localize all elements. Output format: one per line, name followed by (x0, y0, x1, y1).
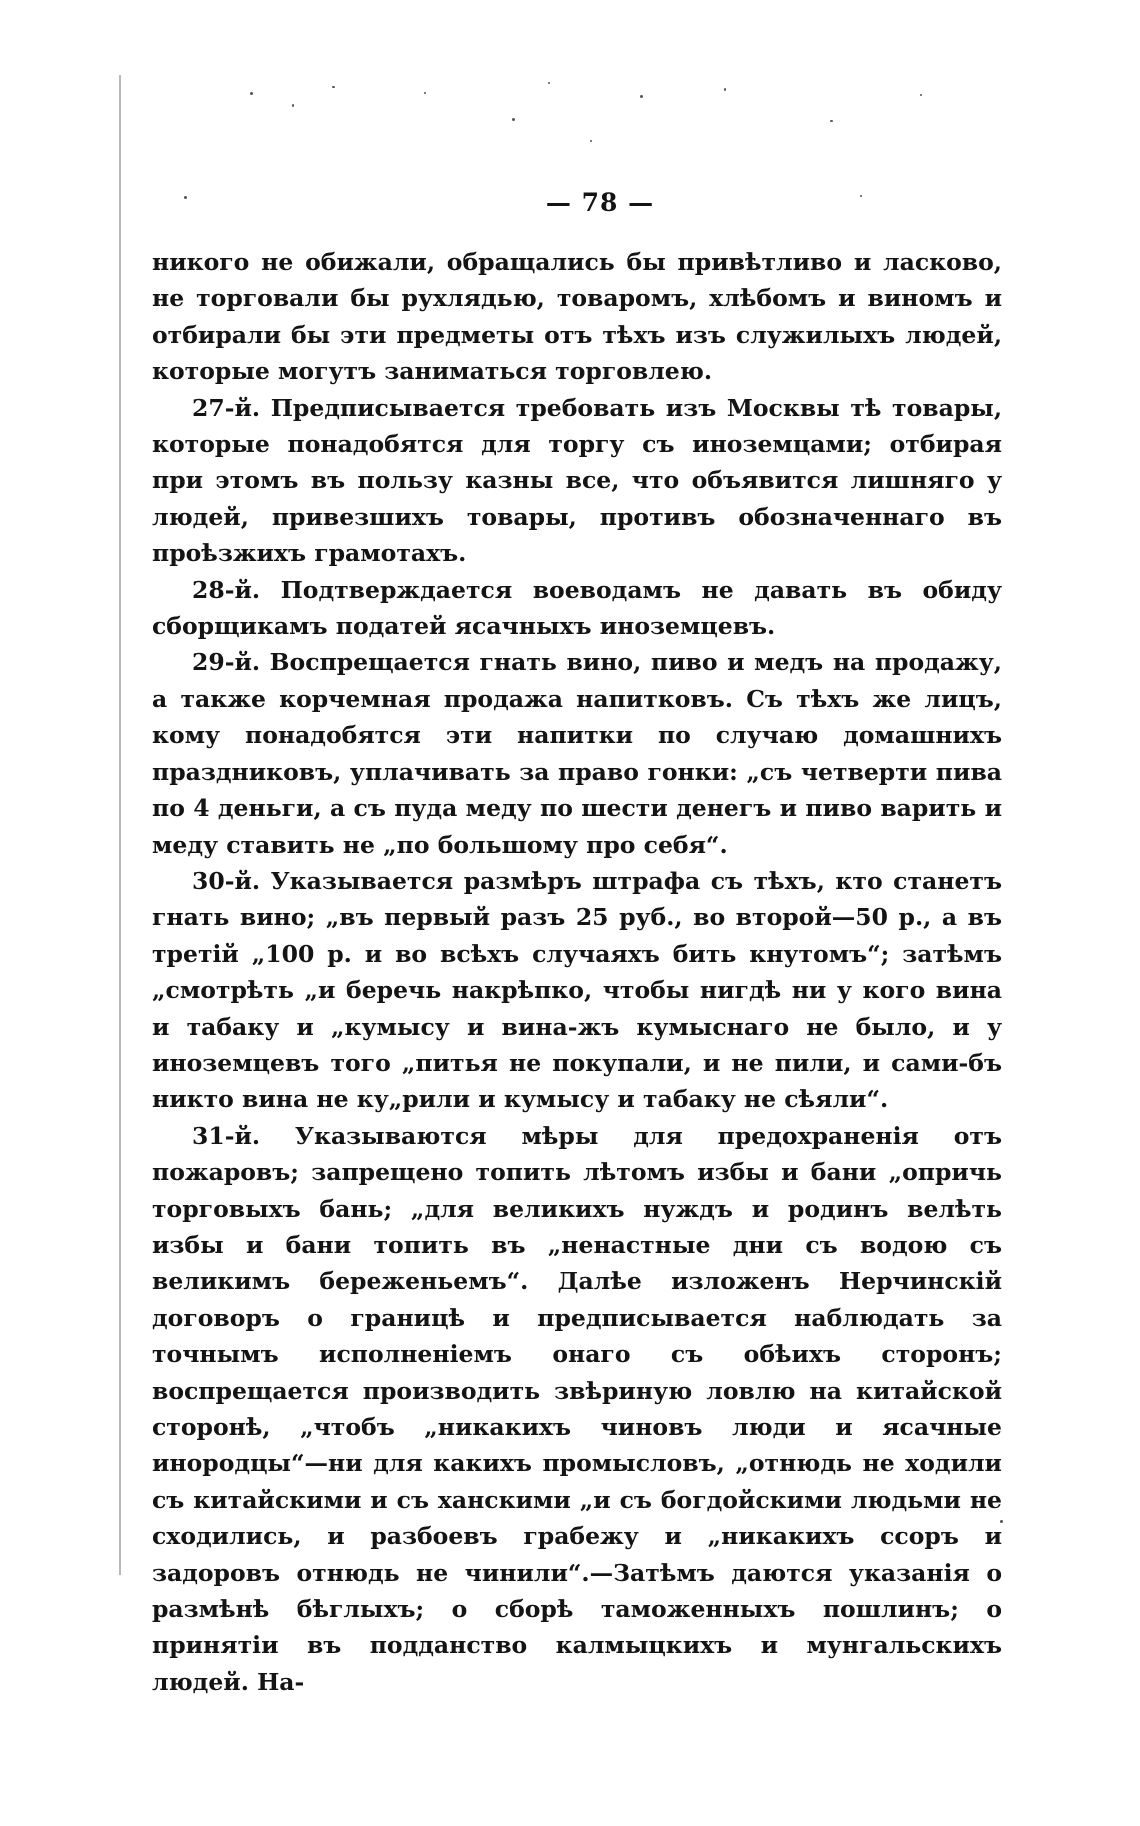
scan-speck (830, 120, 833, 122)
scan-speck (590, 140, 592, 142)
scan-speck (920, 94, 922, 96)
paragraph-article-31: 31-й. Указываются мѣры для предохраненія отъ пожаровъ; запрещено топить лѣтомъ избы и бани „опричь торговыхъ бань; „для великихъ нуждъ и родинъ велѣть избы и бани топить въ „ненастные дни съ водою съ великимъ береженьемъ“. Далѣе изложенъ Нерчинскій договоръ о границѣ и предписывается наблюдать за точнымъ исполненіемъ онаго съ обѣихъ сторонъ; воспрещается производить звѣриную ловлю на китайской сторонѣ, „чтобъ „никакихъ чиновъ люди и ясачные инородцы“—ни для какихъ промысловъ, „отнюдь не ходили съ китайскими и съ ханскими „и съ богдойскими людьми не сходились, и разбоевъ грабежу и „никакихъ ссоръ и задоровъ отнюдь не чинили“.—Затѣмъ даются указанія о размѣнѣ бѣглыхъ; о сборѣ таможенныхъ пошлинъ; о принятіи въ подданство калмыцкихъ и мунгальскихъ людей. На- (152, 1121, 1002, 1696)
page-number: — 78 — (545, 188, 655, 217)
paragraph-continuation: никого не обижали, обращались бы привѣтливо и ласково, не торговали бы рухлядью, товаромъ, хлѣбомъ и виномъ и отбирали бы эти предметы отъ тѣхъ изъ служилыхъ людей, которые могутъ заниматься торговлею. (152, 248, 1002, 386)
scan-speck (250, 92, 253, 95)
paragraph-article-30: 30-й. Указывается размѣръ штрафа съ тѣхъ, кто станетъ гнать вино; „въ первый разъ 25 руб., во второй—50 р., а въ третій „100 р. и во всѣхъ случаяхъ бить кнутомъ“; затѣмъ „смотрѣть „и беречь накрѣпко, чтобы нигдѣ ни у кого вина и табаку и „кумысу и вина-жъ кумыснаго не было, и у иноземцевъ того „питья не покупали, и не пили, и сами-бъ никто вина не ку„рили и кумысу и табаку не сѣяли“. (152, 866, 1002, 1114)
paragraph-article-29: 29-й. Воспрещается гнать вино, пиво и медъ на продажу, а также корчемная продажа напитковъ. Съ тѣхъ же лицъ, кому понадобятся эти напитки по случаю домашнихъ праздниковъ, уплачивать за право гонки: „съ четверти пива по 4 деньги, а съ пуда меду по шести денегъ и пиво варить и меду ставить не „по большому про себя“. (152, 648, 1002, 859)
page-margin-line (119, 75, 121, 1575)
body-text (152, 244, 1002, 1700)
scan-speck (424, 92, 426, 94)
scan-speck (724, 88, 726, 91)
scan-speck (512, 118, 515, 121)
paragraph-article-28: 28-й. Подтверждается воеводамъ не давать въ обиду сборщикамъ податей ясачныхъ иноземцевъ. (152, 575, 1002, 641)
scan-speck (640, 95, 643, 98)
scan-speck (548, 82, 550, 84)
scan-speck (292, 104, 294, 107)
paragraph-article-27: 27-й. Предписывается требовать изъ Москвы тѣ товары, которые понадобятся для торгу съ иноземцами; отбирая при этомъ въ пользу казны все, что объявится лишняго у людей, привезшихъ товары, противъ обозначеннаго въ проѣзжихъ грамотахъ. (152, 393, 1002, 568)
scan-speck (332, 86, 335, 88)
